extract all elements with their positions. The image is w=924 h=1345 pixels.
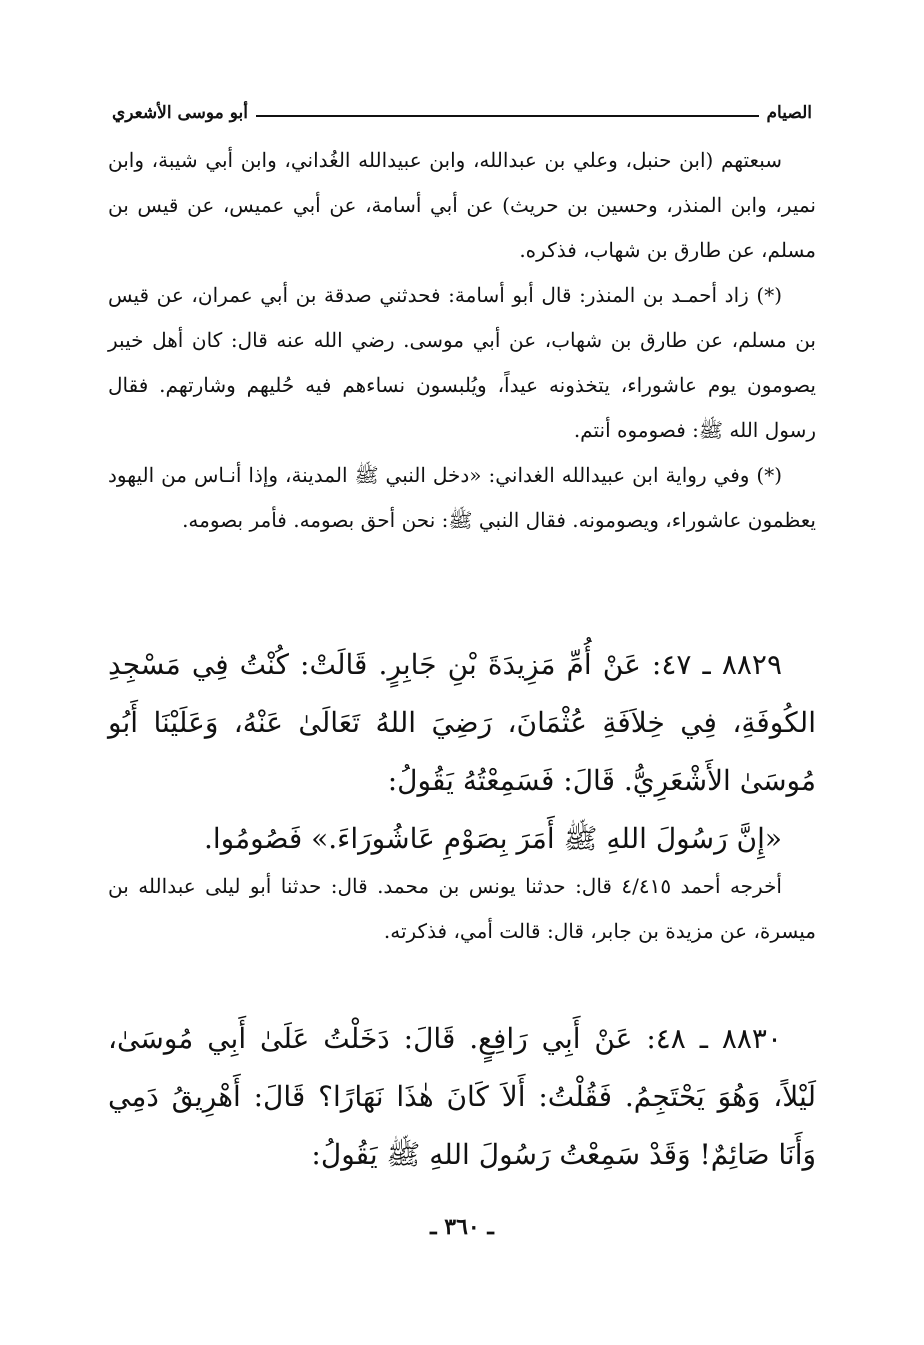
hadith-8829-text: ٨٨٢٩ ـ ٤٧: عَنْ أُمِّ مَزِيدَةَ بْنِ جَابِرٍ. قَالَتْ: كُنْتُ فِي مَسْجِدِ الكُوفَةِ، فِي خِلاَفَةِ عُثْمَانَ، رَضِيَ اللهُ تَعَالَىٰ عَنْهُ، وَعَلَيْنَا أَبُو مُوسَىٰ الأَشْعَرِيُّ. قَالَ: فَسَمِعْتُهُ يَقُولُ: [108, 648, 816, 797]
note-paragraph-1: سبعتهم (ابن حنبل، وعلي بن عبدالله، وابن عبيدالله الغُداني، وابن أبي شيبة، وابن نمير، وابن المنذر، وحسين بن حريث) عن أبي أسامة، عن أبي عميس، عن قيس بن مسلم، عن طارق بن شهاب، فذكره. [108, 148, 816, 262]
page-number: ـ ٣٦٠ ـ [430, 1214, 494, 1240]
hadith-8829-block [108, 636, 816, 868]
header-rule [256, 115, 759, 117]
takhrij-8829-block [108, 864, 816, 954]
notes-block [108, 138, 816, 543]
running-header [112, 92, 812, 122]
note-paragraph-3: (*) وفي رواية ابن عبيدالله الغداني: «دخل النبي ﷺ المدينة، وإذا أنـاس من اليهود يعظمون عاشوراء، ويصومونه. فقال النبي ﷺ: نحن أحق بصومه. فأمر بصومه. [108, 463, 816, 532]
header-section-title: أبو موسى الأشعري [112, 103, 248, 123]
hadith-8829-quote: «إِنَّ رَسُولَ اللهِ ﷺ أَمَرَ بِصَوْمِ عَاشُورَاءَ.» فَصُومُوا. [203, 822, 782, 855]
takhrij-8829-text: أخرجه أحمد ٤/٤١٥ قال: حدثنا يونس بن محمد. قال: حدثنا أبو ليلى عبدالله بن ميسرة، عن مزيدة بن جابر، قال: قالت أمي، فذكرته. [108, 874, 816, 943]
header-chapter-title: الصيام [766, 103, 812, 123]
note-paragraph-2: (*) زاد أحمـد بن المنذر: قال أبو أسامة: فحدثني صدقة بن أبي عمران، عن قيس بن مسلم، عن طارق بن شهاب، عن أبي موسى. رضي الله عنه قال: كان أهل خيبر يصومون يوم عاشوراء، يتخذونه عيداً، ويُلبسون نساءهم فيه حُليهم وشارتهم. فقال رسول الله ﷺ: فصوموه أنتم. [108, 283, 816, 442]
hadith-8830-text: ٨٨٣٠ ـ ٤٨: عَنْ أَبِي رَافِعٍ. قَالَ: دَخَلْتُ عَلَىٰ أَبِي مُوسَىٰ، لَيْلاً، وَهُوَ يَحْتَجِمُ. فَقُلْتُ: أَلاَ كَانَ هٰذَا نَهَارًا؟ قَالَ: أَهْرِيقُ دَمِي وَأَنَا صَائِمٌ! وَقَدْ سَمِعْتُ رَسُولَ اللهِ ﷺ يَقُولُ: [108, 1022, 816, 1171]
hadith-8830-block [108, 1010, 816, 1184]
